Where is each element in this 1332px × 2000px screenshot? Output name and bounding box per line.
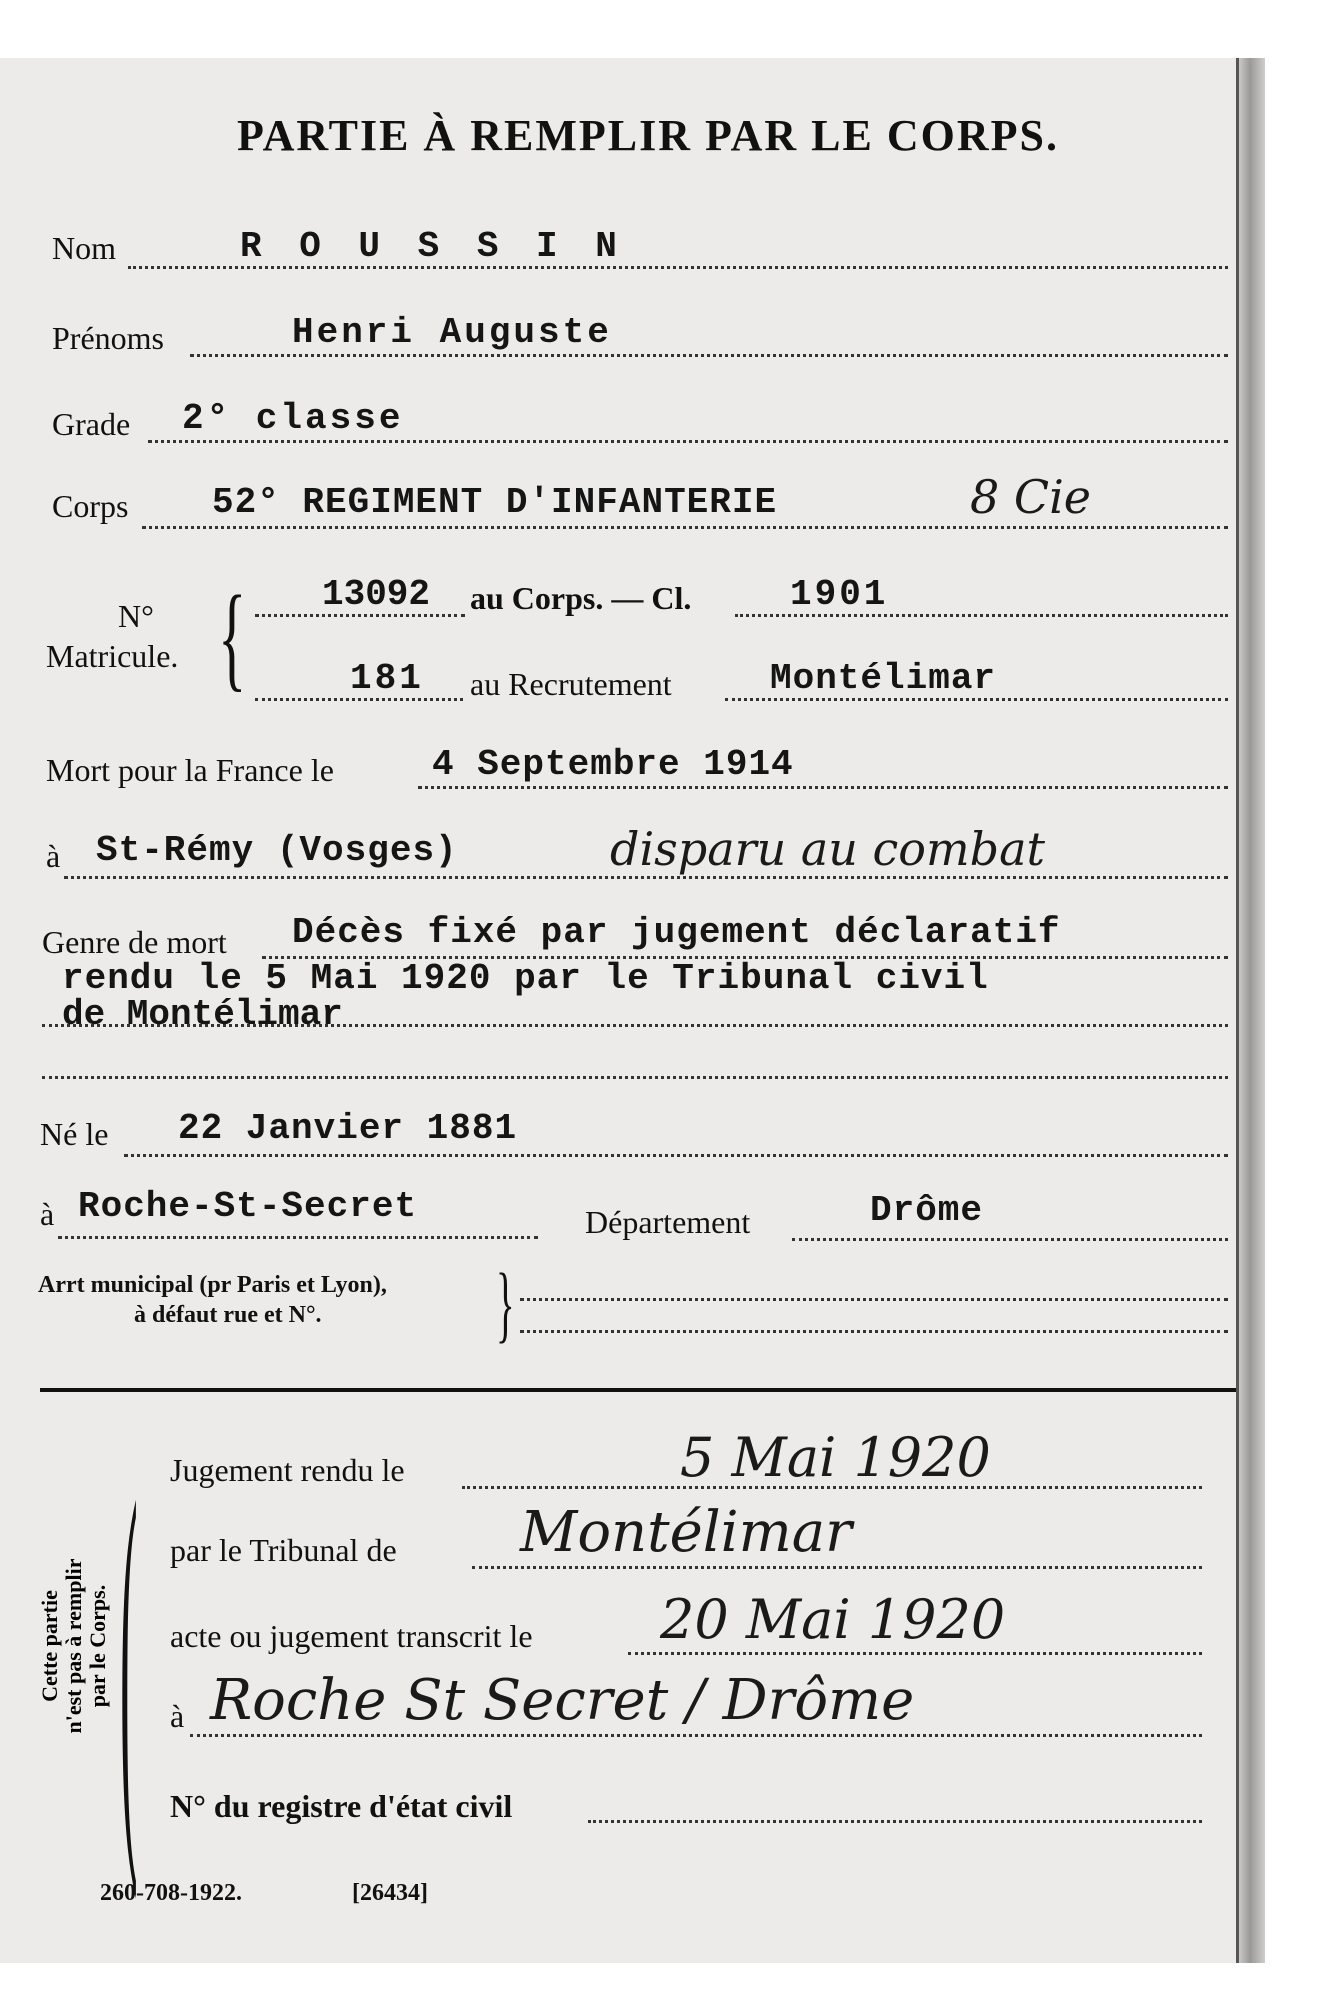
mort-value: 4 Septembre 1914 bbox=[432, 744, 794, 785]
side-note-line2: n'est pas à remplir bbox=[61, 1558, 86, 1734]
lieu-naissance-value: Roche-St-Secret bbox=[78, 1186, 418, 1227]
lieu-mort-value: St-Rémy (Vosges) bbox=[96, 830, 458, 871]
registre-label: N° du registre d'état civil bbox=[170, 1788, 513, 1824]
genre-mort-line3: de Montélimar bbox=[62, 994, 343, 1035]
grade-line bbox=[148, 440, 1228, 443]
tribunal-line bbox=[472, 1566, 1202, 1569]
arrondissement-line2 bbox=[520, 1330, 1228, 1333]
side-note-line1: Cette partie bbox=[37, 1590, 62, 1702]
death-record-card bbox=[0, 58, 1265, 1963]
naissance-label: Né le bbox=[40, 1116, 109, 1152]
genre-mort-rule3 bbox=[42, 1076, 1228, 1079]
side-note-line3: par le Corps. bbox=[85, 1584, 110, 1708]
corps-line bbox=[142, 526, 1228, 529]
matricule-label: Matricule. bbox=[46, 638, 179, 674]
mort-label: Mort pour la France le bbox=[46, 752, 334, 788]
transcrit-line bbox=[628, 1652, 1202, 1655]
matricule-recrutement-value: 181 bbox=[350, 658, 424, 699]
arrondissement-brace: } bbox=[496, 1255, 515, 1351]
lieu-mort-annotation: disparu au combat bbox=[610, 822, 1045, 876]
side-note bbox=[38, 1496, 110, 1796]
matricule-corps-value: 13092 bbox=[322, 574, 431, 615]
lieu-label: à bbox=[170, 1698, 185, 1734]
lower-brace: ( bbox=[120, 1414, 138, 1901]
transcrit-label: acte ou jugement transcrit le bbox=[170, 1618, 533, 1654]
matricule-brace: { bbox=[218, 571, 247, 702]
au-recrutement-label: au Recrutement bbox=[470, 666, 672, 702]
classe-value: 1901 bbox=[790, 574, 889, 615]
grade-value: 2° classe bbox=[182, 398, 404, 439]
jugement-label: Jugement rendu le bbox=[170, 1452, 405, 1488]
arrondissement-line1 bbox=[520, 1298, 1228, 1301]
naissance-line bbox=[124, 1154, 1228, 1157]
section-separator bbox=[40, 1388, 1236, 1392]
genre-mort-line1: Décès fixé par jugement déclaratif bbox=[292, 912, 1061, 953]
lieu-naissance-line bbox=[58, 1236, 538, 1239]
genre-mort-line2: rendu le 5 Mai 1920 par le Tribunal civil bbox=[62, 958, 989, 999]
matricule-no-label: N° bbox=[118, 598, 154, 634]
lieu-naissance-label: à bbox=[40, 1196, 55, 1232]
prenoms-label: Prénoms bbox=[52, 320, 164, 356]
transcrit-value: 20 Mai 1920 bbox=[660, 1588, 1006, 1651]
au-corps-label: au Corps. — Cl. bbox=[470, 580, 692, 616]
form-title: PARTIE À REMPLIR PAR LE CORPS. bbox=[237, 111, 1059, 160]
grade-label: Grade bbox=[52, 406, 131, 442]
card-edge-line bbox=[1236, 58, 1239, 1963]
departement-value: Drôme bbox=[870, 1190, 984, 1231]
lieu-mort-line bbox=[64, 876, 1228, 879]
footer-code: 260-708-1922. bbox=[100, 1880, 242, 1906]
corps-annotation: 8 Cie bbox=[970, 470, 1092, 524]
card-edge-shadow bbox=[1238, 58, 1265, 1963]
jugement-value: 5 Mai 1920 bbox=[680, 1426, 991, 1489]
naissance-value: 22 Janvier 1881 bbox=[178, 1108, 518, 1149]
mort-line bbox=[418, 786, 1228, 789]
corps-value: 52° REGIMENT D'INFANTERIE bbox=[212, 482, 778, 523]
footer-ref: [26434] bbox=[352, 1880, 428, 1906]
registre-line bbox=[588, 1820, 1202, 1823]
nom-value: R O U S S I N bbox=[240, 226, 625, 267]
lieu-mort-label: à bbox=[46, 838, 61, 874]
tribunal-value: Montélimar bbox=[520, 1500, 852, 1565]
departement-label: Département bbox=[585, 1204, 751, 1240]
genre-mort-label: Genre de mort bbox=[42, 924, 227, 960]
tribunal-label: par le Tribunal de bbox=[170, 1532, 397, 1568]
nom-label: Nom bbox=[52, 230, 116, 266]
lieu-line bbox=[190, 1734, 1202, 1737]
departement-line bbox=[792, 1238, 1228, 1241]
prenoms-value: Henri Auguste bbox=[292, 312, 612, 353]
prenoms-line bbox=[190, 354, 1228, 357]
arrondissement-label2: à défaut rue et N°. bbox=[134, 1302, 322, 1328]
arrondissement-label1: Arrt municipal (pr Paris et Lyon), bbox=[38, 1272, 387, 1298]
recrutement-place-value: Montélimar bbox=[770, 658, 997, 699]
corps-label: Corps bbox=[52, 488, 129, 524]
lieu-value: Roche St Secret / Drôme bbox=[210, 1668, 915, 1733]
